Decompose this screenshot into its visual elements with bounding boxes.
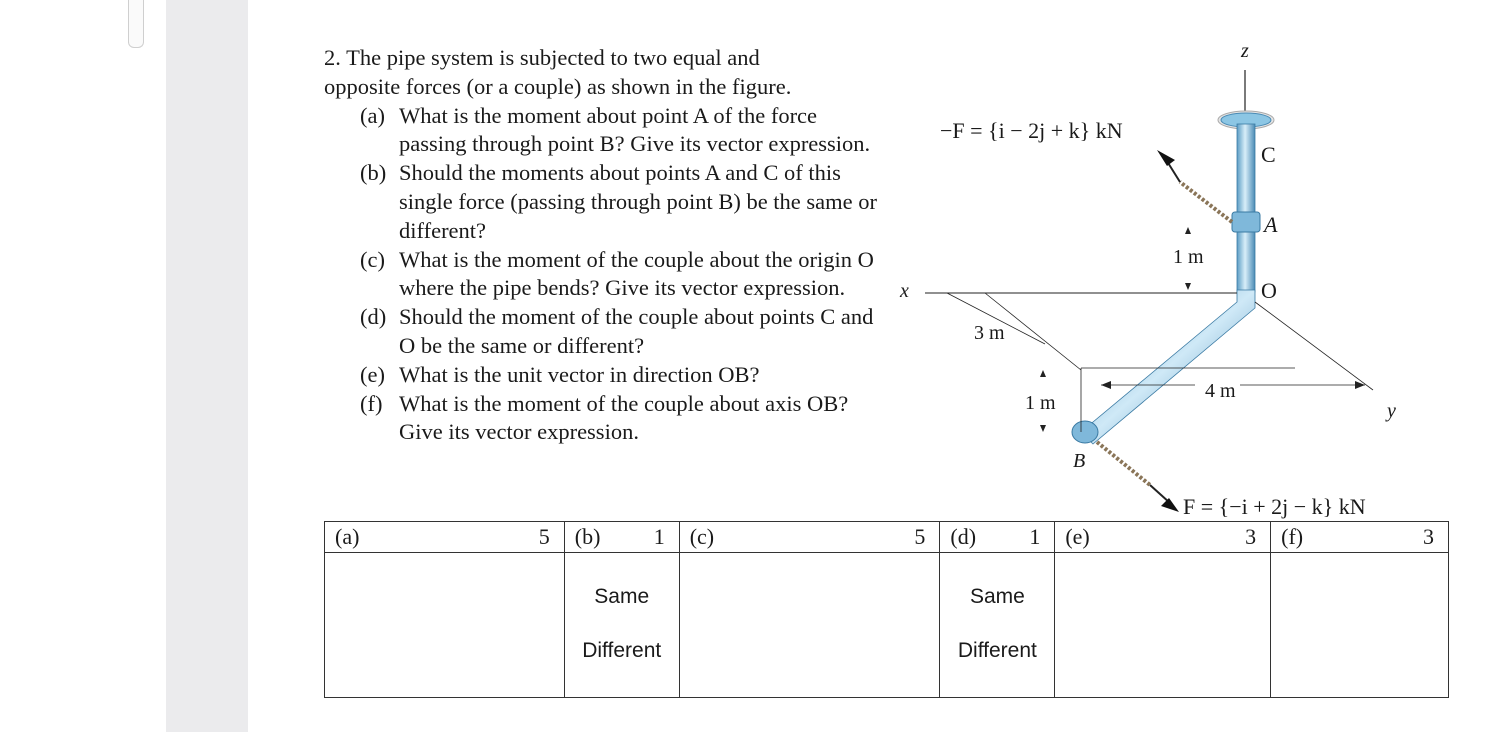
points-d: 1 bbox=[1029, 524, 1041, 549]
dim-3m: 3 m bbox=[974, 322, 1005, 344]
answer-cell-b bbox=[564, 553, 679, 698]
axis-x-label: x bbox=[900, 280, 909, 302]
force-top-label: −F = {i − 2j + k} kN bbox=[940, 118, 1123, 143]
arrowhead bbox=[1185, 283, 1191, 290]
header-a: (a) 5 bbox=[325, 522, 565, 553]
answer-cell-d bbox=[940, 553, 1055, 698]
arrowhead-top bbox=[1157, 150, 1175, 166]
question-f: (f) What is the moment of the couple about axis OB? Give its vector expression. bbox=[360, 390, 849, 445]
arrowhead bbox=[1185, 227, 1191, 234]
answer-cell-c[interactable] bbox=[679, 553, 940, 698]
header-c: (c) 5 bbox=[679, 522, 940, 553]
option-d-different[interactable]: Different bbox=[957, 639, 1037, 662]
axis-z-label: z bbox=[1241, 40, 1249, 62]
force-rope-top bbox=[1180, 182, 1232, 222]
answer-cell-f[interactable] bbox=[1271, 553, 1449, 698]
answer-cell-e[interactable] bbox=[1055, 553, 1271, 698]
arrowhead bbox=[1040, 370, 1046, 377]
y-axis-line bbox=[1255, 302, 1373, 390]
point-c-label: C bbox=[1261, 142, 1276, 167]
gutter-bar bbox=[166, 0, 248, 732]
pipe-diagram bbox=[895, 40, 1495, 525]
points-c: 5 bbox=[914, 524, 926, 549]
points-b: 1 bbox=[653, 524, 665, 549]
left-margin bbox=[0, 0, 166, 732]
collapse-tab[interactable] bbox=[128, 0, 144, 48]
question-b: (b) Should the moments about points A and C of this single force (passing through point B) be the same or different? bbox=[360, 160, 878, 243]
header-d: (d) 1 bbox=[940, 522, 1055, 553]
force-bottom-label: F = {−i + 2j − k} kN bbox=[1183, 494, 1366, 519]
answer-table bbox=[324, 521, 1449, 698]
option-d-same[interactable]: Same bbox=[969, 585, 1025, 608]
force-rope-bottom bbox=[1097, 442, 1150, 485]
dim-1m-upper: 1 m bbox=[1173, 246, 1204, 268]
point-o-label: O bbox=[1261, 278, 1277, 303]
question-d: (d) Should the moment of the couple about points C and O be the same or different? bbox=[360, 304, 874, 358]
vertical-pipe bbox=[1237, 124, 1255, 292]
points-e: 3 bbox=[1245, 524, 1257, 549]
axis-y-label: y bbox=[1387, 400, 1396, 422]
option-b-same[interactable]: Same bbox=[594, 585, 650, 608]
point-a-label: A bbox=[1264, 212, 1278, 237]
arrowhead-bottom bbox=[1161, 498, 1179, 512]
pipe-figure bbox=[895, 40, 1495, 525]
diagonal-pipe bbox=[1081, 290, 1255, 444]
question-e: (e) What is the unit vector in direction OB? bbox=[360, 361, 760, 387]
problem-statement bbox=[324, 44, 884, 447]
collar-a bbox=[1232, 212, 1260, 232]
answer-cell-a[interactable] bbox=[325, 553, 565, 698]
question-a: (a) What is the moment about point A of the force passing through point B? Give its vector expression. bbox=[360, 102, 871, 157]
header-e: (e) 3 bbox=[1055, 522, 1271, 553]
answer-header-row bbox=[325, 522, 1449, 553]
question-c: (c) What is the moment of the couple about the origin O where the pipe bends? Give its vector expression. bbox=[360, 246, 874, 301]
header-f: (f) 3 bbox=[1271, 522, 1449, 553]
arrowhead bbox=[1355, 381, 1365, 389]
answer-body-row bbox=[325, 553, 1449, 698]
dim-1m-lower: 1 m bbox=[1025, 392, 1056, 414]
point-b-label: B bbox=[1073, 450, 1086, 472]
arrowhead bbox=[1101, 381, 1111, 389]
problem-intro: 2. The pipe system is subjected to two equal and opposite forces (or a couple) as shown in the figure. bbox=[324, 45, 792, 99]
arrowhead bbox=[1040, 425, 1046, 432]
header-b: (b) 1 bbox=[564, 522, 679, 553]
dim-4m: 4 m bbox=[1205, 380, 1236, 402]
points-f: 3 bbox=[1423, 524, 1434, 549]
end-cap-b bbox=[1072, 421, 1098, 443]
points-a: 5 bbox=[538, 524, 550, 549]
option-b-different[interactable]: Different bbox=[582, 639, 662, 662]
